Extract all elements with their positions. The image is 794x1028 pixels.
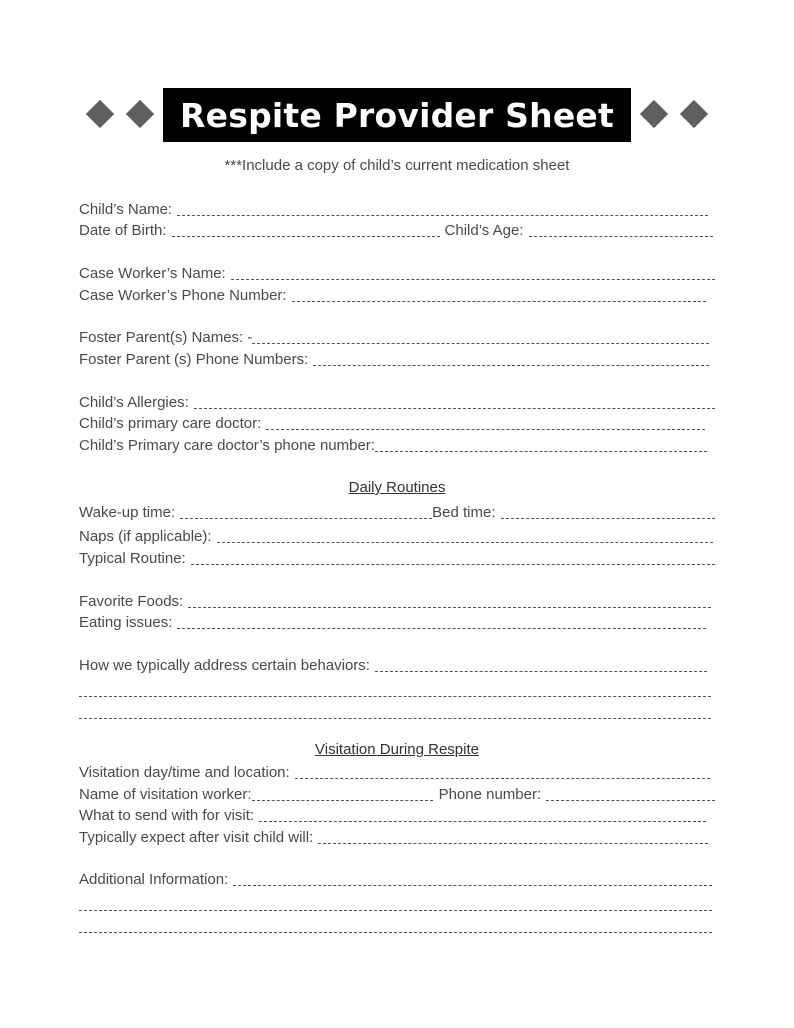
child-name-label: Child’s Name: [79, 201, 173, 218]
eating-issues-field[interactable] [79, 613, 715, 633]
expect-after-field[interactable] [79, 828, 715, 848]
naps-blank[interactable] [217, 542, 713, 543]
diamond-icon [640, 100, 668, 128]
expect-after-blank[interactable] [318, 843, 708, 844]
send-with-blank[interactable] [259, 821, 706, 822]
visitation-worker-label: Name of visitation worker: [79, 786, 252, 803]
bed-time-label: Bed time: [432, 504, 496, 521]
wake-up-label: Wake-up time: [79, 504, 176, 521]
phone-number-blank[interactable] [546, 800, 715, 801]
page-title: Respite Provider Sheet [163, 88, 631, 142]
primary-doctor-blank[interactable] [266, 429, 705, 430]
foster-names-label: Foster Parent(s) Names: - [79, 329, 253, 346]
favorite-foods-field[interactable] [79, 592, 715, 612]
dob-row [79, 221, 715, 241]
behaviors-field[interactable] [79, 656, 715, 676]
case-worker-phone-field[interactable] [79, 286, 715, 306]
behaviors-extra-line[interactable] [79, 681, 715, 701]
additional-field[interactable] [79, 870, 715, 890]
daily-routines-heading: Daily Routines [348, 479, 446, 496]
child-name-blank[interactable] [177, 215, 708, 216]
doctor-phone-blank[interactable] [375, 451, 707, 452]
behaviors-blank-3[interactable] [79, 718, 711, 719]
send-with-field[interactable] [79, 806, 715, 826]
naps-field[interactable] [79, 527, 715, 547]
allergies-blank[interactable] [194, 408, 715, 409]
diamond-icon [86, 100, 114, 128]
title-row [0, 88, 794, 142]
diamond-icon [126, 100, 154, 128]
behaviors-blank-2[interactable] [79, 696, 711, 697]
behaviors-extra-line[interactable] [79, 703, 715, 723]
primary-doctor-label: Child’s primary care doctor: [79, 415, 262, 432]
child-name-field[interactable] [79, 200, 715, 220]
allergies-label: Child’s Allergies: [79, 394, 189, 411]
send-with-label: What to send with for visit: [79, 807, 255, 824]
diamond-icon [680, 100, 708, 128]
additional-blank[interactable] [233, 885, 712, 886]
naps-label: Naps (if applicable): [79, 528, 212, 545]
routine-field[interactable] [79, 549, 715, 569]
dob-blank[interactable] [172, 236, 440, 237]
favorite-foods-label: Favorite Foods: [79, 593, 184, 610]
case-worker-name-blank[interactable] [231, 279, 715, 280]
allergies-field[interactable] [79, 393, 715, 413]
foster-names-blank[interactable] [252, 343, 709, 344]
dob-label: Date of Birth: [79, 222, 167, 239]
additional-extra-line[interactable] [79, 917, 715, 937]
visitation-day-blank[interactable] [295, 778, 710, 779]
behaviors-label: How we typically address certain behaviors: [79, 657, 370, 674]
visitation-worker-row [79, 785, 715, 805]
child-age-label: Child’s Age: [444, 222, 524, 239]
eating-issues-label: Eating issues: [79, 614, 173, 631]
visitation-heading: Visitation During Respite [315, 741, 479, 758]
case-worker-name-label: Case Worker’s Name: [79, 265, 226, 282]
behaviors-blank[interactable] [375, 671, 707, 672]
case-worker-phone-blank[interactable] [292, 301, 706, 302]
wake-bed-row [79, 503, 715, 523]
visitation-worker-blank[interactable] [252, 800, 433, 801]
primary-doctor-field[interactable] [79, 414, 715, 434]
foster-phones-field[interactable] [79, 350, 715, 370]
foster-phones-blank[interactable] [313, 365, 709, 366]
additional-extra-line[interactable] [79, 895, 715, 915]
child-age-blank[interactable] [529, 236, 714, 237]
case-worker-phone-label: Case Worker’s Phone Number: [79, 287, 287, 304]
wake-up-blank[interactable] [180, 518, 432, 519]
additional-blank-2[interactable] [79, 910, 712, 911]
routine-blank[interactable] [191, 564, 715, 565]
routine-label: Typical Routine: [79, 550, 186, 567]
bed-time-blank[interactable] [501, 518, 715, 519]
foster-names-field[interactable] [79, 328, 715, 348]
case-worker-name-field[interactable] [79, 264, 715, 284]
additional-blank-3[interactable] [79, 932, 712, 933]
foster-phones-label: Foster Parent (s) Phone Numbers: [79, 351, 309, 368]
visitation-day-label: Visitation day/time and location: [79, 764, 290, 781]
additional-label: Additional Information: [79, 871, 229, 888]
phone-number-label: Phone number: [438, 786, 542, 803]
favorite-foods-blank[interactable] [188, 607, 711, 608]
doctor-phone-field[interactable] [79, 436, 715, 456]
doctor-phone-label: Child’s Primary care doctor’s phone number: [79, 437, 375, 454]
medication-note: ***Include a copy of child’s current medication sheet [224, 157, 570, 174]
visitation-day-field[interactable] [79, 763, 715, 783]
eating-issues-blank[interactable] [177, 628, 706, 629]
expect-after-label: Typically expect after visit child will: [79, 829, 314, 846]
